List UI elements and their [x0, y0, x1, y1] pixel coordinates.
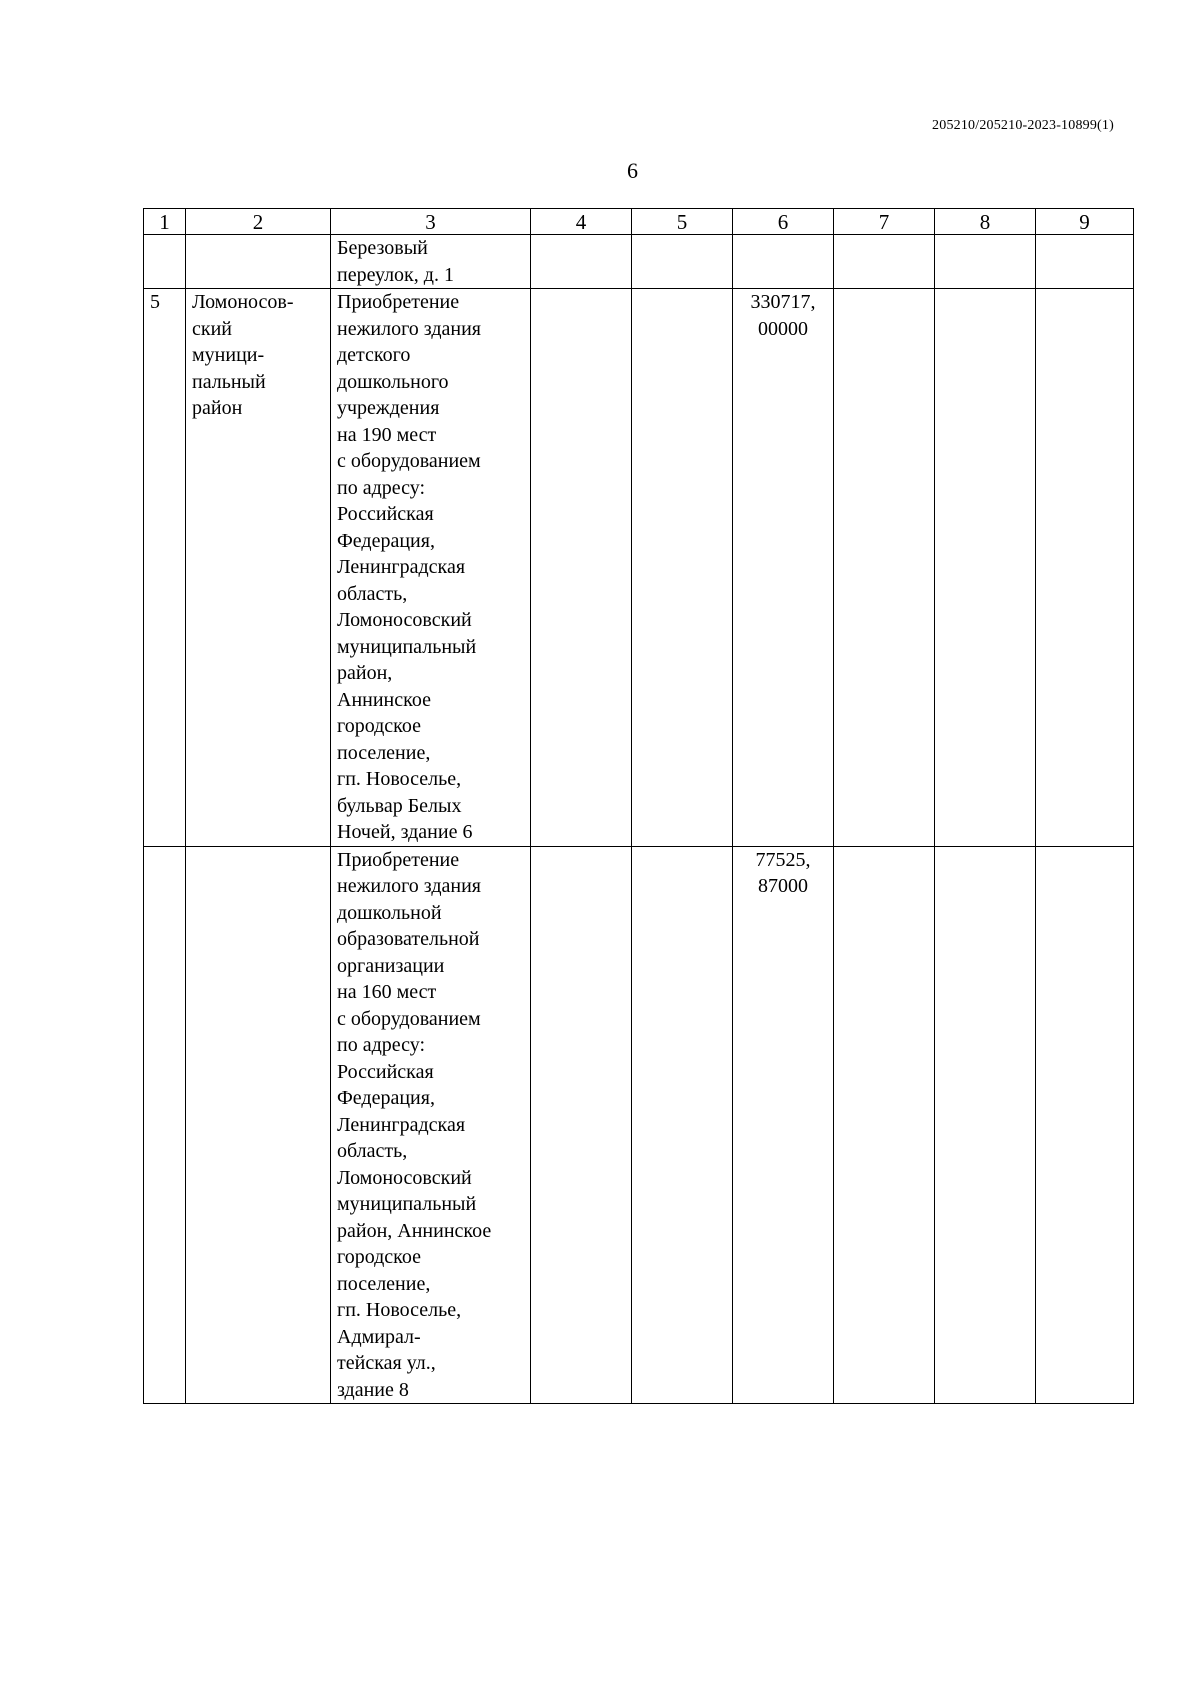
text-line: тейская ул.,: [337, 1352, 436, 1374]
cell-amount: [733, 289, 834, 847]
data-table: [143, 208, 1134, 1404]
text-line: Ленинградская: [337, 556, 466, 578]
cell-col4: [531, 289, 632, 847]
text-line: муници-: [192, 344, 265, 366]
text-line: организации: [337, 954, 445, 977]
column-header-1: 1: [144, 209, 186, 235]
column-header-5: 5: [632, 209, 733, 235]
text-line: Березовый: [337, 237, 428, 259]
cell-col5: [632, 846, 733, 1404]
text-line: с оборудованием: [337, 450, 481, 472]
text-line: поселение,: [337, 1272, 431, 1295]
text-line: район: [192, 397, 243, 419]
text-line: на 160 мест: [337, 981, 437, 1003]
text-line: район,: [337, 662, 393, 684]
text-line: муниципальный: [337, 1193, 477, 1215]
table-row-item-5a: [144, 289, 1134, 847]
text-line: 87000: [758, 875, 808, 897]
cell-col8: [935, 235, 1036, 289]
text-line: Ломоносовский: [337, 609, 472, 631]
column-header-9: 9: [1036, 209, 1134, 235]
text-line: дошкольного: [337, 370, 449, 393]
text-line: ский: [192, 317, 232, 340]
cell-number: [144, 846, 186, 1404]
column-header-8: 8: [935, 209, 1036, 235]
table-row-continuation: [144, 235, 1134, 289]
cell-object: [331, 235, 531, 289]
text-line: Приобретение: [337, 291, 460, 313]
text-line: городское: [337, 715, 422, 737]
text-line: 330717,: [750, 291, 816, 313]
text-line: бульвар Белых: [337, 794, 462, 817]
text-line: образовательной: [337, 928, 480, 950]
cell-amount: [733, 846, 834, 1404]
text-line: поселение,: [337, 741, 431, 764]
text-line: Российская: [337, 1060, 434, 1083]
cell-district: [186, 289, 331, 847]
cell-col7: [834, 289, 935, 847]
text-line: нежилого здания: [337, 317, 481, 340]
text-line: Приобретение: [337, 848, 460, 871]
cell-object: [331, 846, 531, 1404]
column-header-6: 6: [733, 209, 834, 235]
document-id: 205210/205210-2023-10899(1): [932, 118, 1114, 133]
text-line: Ночей, здание 6: [337, 821, 473, 843]
text-line: Ломоносовский: [337, 1166, 472, 1189]
column-header-2: 2: [186, 209, 331, 235]
text-line: детского: [337, 344, 411, 366]
text-line: переулок, д. 1: [337, 263, 454, 286]
text-line: Ломоносов-: [192, 291, 294, 313]
cell-object: [331, 289, 531, 847]
column-header-3: 3: [331, 209, 531, 235]
cell-col7: [834, 235, 935, 289]
text-line: с оборудованием: [337, 1007, 481, 1030]
cell-district: [186, 846, 331, 1404]
column-header-7: 7: [834, 209, 935, 235]
cell-number: 5: [144, 289, 186, 847]
text-line: Федерация,: [337, 1087, 435, 1109]
text-line: 77525,: [755, 848, 811, 871]
cell-col9: [1036, 289, 1134, 847]
text-line: гп. Новоселье,: [337, 1299, 462, 1321]
cell-col8: [935, 846, 1036, 1404]
cell-col4: [531, 846, 632, 1404]
text-line: Адмирал-: [337, 1325, 421, 1348]
page-number: 6: [627, 158, 638, 183]
column-header-4: 4: [531, 209, 632, 235]
cell-col4: [531, 235, 632, 289]
cell-col9: [1036, 235, 1134, 289]
text-line: гп. Новоселье,: [337, 768, 462, 790]
text-line: учреждения: [337, 397, 440, 419]
text-line: 00000: [758, 317, 808, 340]
text-line: нежилого здания: [337, 875, 481, 897]
cell-col9: [1036, 846, 1134, 1404]
text-line: муниципальный: [337, 635, 477, 658]
text-line: по адресу:: [337, 1034, 426, 1056]
cell-number: [144, 235, 186, 289]
text-line: Аннинское: [337, 688, 431, 711]
cell-col8: [935, 289, 1036, 847]
cell-col5: [632, 235, 733, 289]
text-line: на 190 мест: [337, 423, 437, 446]
cell-district: [186, 235, 331, 289]
cell-col5: [632, 289, 733, 847]
text-line: область,: [337, 1140, 408, 1162]
text-line: дошкольной: [337, 901, 442, 924]
text-line: Ленинградская: [337, 1113, 466, 1136]
text-line: городское: [337, 1246, 422, 1268]
text-line: область,: [337, 582, 408, 605]
text-line: район, Аннинское: [337, 1219, 492, 1242]
table-row-item-5b: [144, 846, 1134, 1404]
text-line: по адресу:: [337, 476, 426, 499]
table-header-row: [144, 209, 1134, 235]
text-line: пальный: [192, 370, 266, 393]
cell-col6: [733, 235, 834, 289]
text-line: Федерация,: [337, 529, 435, 552]
text-line: здание 8: [337, 1378, 409, 1401]
cell-col7: [834, 846, 935, 1404]
text-line: Российская: [337, 503, 434, 525]
